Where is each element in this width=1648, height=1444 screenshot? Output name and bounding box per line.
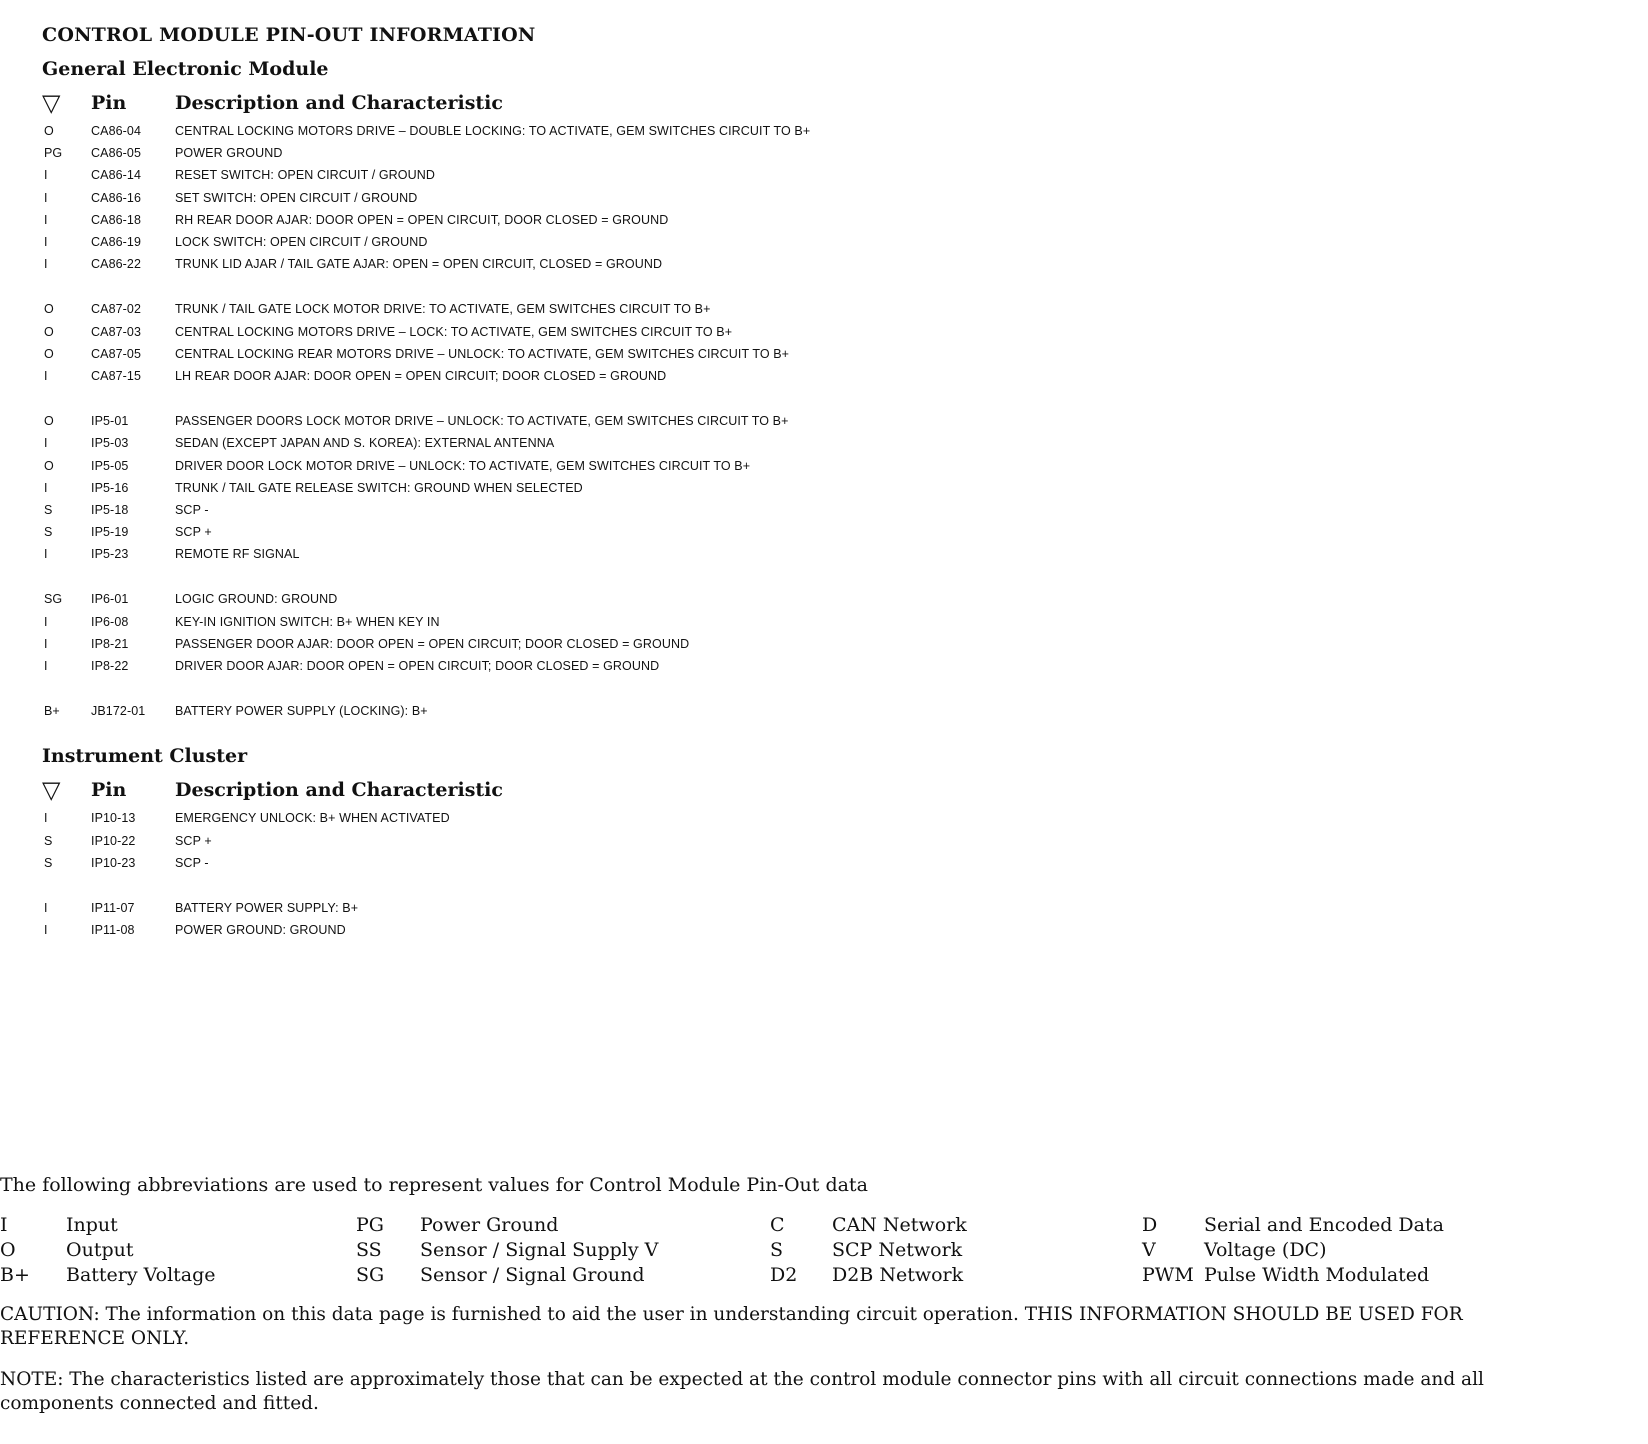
pin-type: O bbox=[44, 458, 54, 473]
pin-id: CA86-22 bbox=[91, 257, 142, 272]
pin-description: CENTRAL LOCKING REAR MOTORS DRIVE – UNLOCK: TO ACTIVATE, GEM SWITCHES CIRCUIT TO B+ bbox=[175, 346, 790, 361]
column-headers bbox=[42, 776, 1622, 803]
pin-type: I bbox=[44, 168, 48, 183]
type-triangle-icon: ▽ bbox=[42, 88, 61, 117]
abbreviation-meaning: Voltage (DC) bbox=[1204, 1239, 1327, 1261]
pin-description: EMERGENCY UNLOCK: B+ WHEN ACTIVATED bbox=[175, 811, 450, 826]
abbreviation-code: PG bbox=[356, 1214, 384, 1236]
pin-description: REMOTE RF SIGNAL bbox=[175, 547, 300, 562]
pin-type: O bbox=[44, 346, 54, 361]
pin-row bbox=[42, 830, 1622, 852]
pin-description: PASSENGER DOORS LOCK MOTOR DRIVE – UNLOCK: TO ACTIVATE, GEM SWITCHES CIRCUIT TO B+ bbox=[175, 414, 789, 429]
pin-group bbox=[42, 807, 1622, 874]
pin-description: RESET SWITCH: OPEN CIRCUIT / GROUND bbox=[175, 168, 435, 183]
pin-description: SCP + bbox=[175, 833, 212, 848]
abbreviation-meaning: SCP Network bbox=[832, 1239, 963, 1261]
pin-row bbox=[42, 410, 1622, 432]
legend-intro: The following abbreviations are used to represent values for Control Module Pin-Out data bbox=[0, 1174, 868, 1196]
pin-group bbox=[42, 588, 1622, 677]
pin-description: POWER GROUND bbox=[175, 146, 283, 161]
pin-description: SCP + bbox=[175, 525, 212, 540]
pin-row bbox=[42, 454, 1622, 476]
pin-row bbox=[42, 543, 1622, 565]
pin-id: IP5-03 bbox=[91, 436, 129, 451]
pin-description: CENTRAL LOCKING MOTORS DRIVE – LOCK: TO ACTIVATE, GEM SWITCHES CIRCUIT TO B+ bbox=[175, 324, 733, 339]
pin-type: I bbox=[44, 480, 48, 495]
pin-id: CA87-02 bbox=[91, 302, 142, 317]
pin-description: LOCK SWITCH: OPEN CIRCUIT / GROUND bbox=[175, 235, 428, 250]
pin-id: IP11-08 bbox=[91, 923, 135, 938]
abbreviation-code: D bbox=[1142, 1214, 1158, 1236]
pin-type: I bbox=[44, 368, 48, 383]
description-column-header: Description and Characteristic bbox=[175, 778, 503, 801]
abbreviation-meaning: CAN Network bbox=[832, 1214, 967, 1236]
pin-row bbox=[42, 897, 1622, 919]
pin-row bbox=[42, 700, 1622, 722]
pin-column-header: Pin bbox=[91, 778, 127, 801]
pin-type: S bbox=[44, 525, 53, 540]
pin-type: B+ bbox=[44, 704, 60, 719]
pin-type: S bbox=[44, 502, 53, 517]
pin-type: I bbox=[44, 614, 48, 629]
pin-id: IP8-21 bbox=[91, 636, 129, 651]
pin-row bbox=[42, 588, 1622, 610]
module-section bbox=[42, 58, 1622, 722]
abbreviation-code: B+ bbox=[0, 1264, 30, 1286]
pin-id: IP10-13 bbox=[91, 811, 136, 826]
pin-type: I bbox=[44, 190, 48, 205]
pin-id: IP5-05 bbox=[91, 458, 129, 473]
pin-description: DRIVER DOOR LOCK MOTOR DRIVE – UNLOCK: TO ACTIVATE, GEM SWITCHES CIRCUIT TO B+ bbox=[175, 458, 751, 473]
pin-description: RH REAR DOOR AJAR: DOOR OPEN = OPEN CIRCUIT, DOOR CLOSED = GROUND bbox=[175, 212, 669, 227]
pin-row bbox=[42, 477, 1622, 499]
pin-description: BATTERY POWER SUPPLY: B+ bbox=[175, 900, 359, 915]
section-title: General Electronic Module bbox=[42, 58, 329, 80]
pin-row bbox=[42, 633, 1622, 655]
pin-id: CA86-18 bbox=[91, 212, 142, 227]
pin-type: I bbox=[44, 235, 48, 250]
abbreviation-code: C bbox=[770, 1214, 785, 1236]
pin-type: S bbox=[44, 833, 53, 848]
pin-row bbox=[42, 209, 1622, 231]
pin-id: CA87-05 bbox=[91, 346, 142, 361]
pin-group bbox=[42, 410, 1622, 565]
abbreviation-meaning: Input bbox=[66, 1214, 118, 1236]
pin-description: TRUNK / TAIL GATE LOCK MOTOR DRIVE: TO ACTIVATE, GEM SWITCHES CIRCUIT TO B+ bbox=[175, 302, 711, 317]
description-column-header: Description and Characteristic bbox=[175, 91, 503, 114]
pin-row bbox=[42, 521, 1622, 543]
pin-type: I bbox=[44, 636, 48, 651]
pin-id: IP10-22 bbox=[91, 833, 136, 848]
pin-id: IP11-07 bbox=[91, 900, 135, 915]
pin-type: I bbox=[44, 659, 48, 674]
abbreviation-meaning: Power Ground bbox=[420, 1214, 559, 1236]
pin-description: SEDAN (EXCEPT JAPAN AND S. KOREA): EXTERNAL ANTENNA bbox=[175, 436, 555, 451]
pin-row bbox=[42, 321, 1622, 343]
pin-row bbox=[42, 142, 1622, 164]
type-triangle-icon: ▽ bbox=[42, 775, 61, 804]
abbreviation-code: O bbox=[0, 1239, 16, 1261]
abbreviations-legend bbox=[0, 1174, 1560, 1433]
pin-type: I bbox=[44, 923, 48, 938]
abbreviation-meaning: D2B Network bbox=[832, 1264, 964, 1286]
pin-type: O bbox=[44, 324, 54, 339]
pin-type: I bbox=[44, 257, 48, 272]
pin-type: O bbox=[44, 302, 54, 317]
pin-description: LOGIC GROUND: GROUND bbox=[175, 592, 338, 607]
page-title: CONTROL MODULE PIN-OUT INFORMATION bbox=[42, 24, 536, 46]
pin-row bbox=[42, 499, 1622, 521]
pin-row bbox=[42, 164, 1622, 186]
pin-description: PASSENGER DOOR AJAR: DOOR OPEN = OPEN CIRCUIT; DOOR CLOSED = GROUND bbox=[175, 636, 690, 651]
pin-row bbox=[42, 611, 1622, 633]
caution-text: CAUTION: The information on this data page is furnished to aid the user in understanding circuit operation. THIS INFORMATION SHOULD BE USED FOR REFERENCE ONLY. bbox=[0, 1304, 1463, 1349]
pin-id: CA86-19 bbox=[91, 235, 142, 250]
pin-row bbox=[42, 298, 1622, 320]
pin-row bbox=[42, 253, 1622, 275]
abbreviation-meaning: Battery Voltage bbox=[66, 1264, 216, 1286]
abbreviation-code: SS bbox=[356, 1239, 382, 1261]
pinout-page bbox=[42, 24, 1622, 964]
pin-type: O bbox=[44, 414, 54, 429]
pin-id: CA87-15 bbox=[91, 368, 142, 383]
pin-type: O bbox=[44, 124, 54, 139]
pin-id: CA86-14 bbox=[91, 168, 142, 183]
pin-type: I bbox=[44, 811, 48, 826]
pin-id: CA86-04 bbox=[91, 124, 142, 139]
pin-type: I bbox=[44, 900, 48, 915]
pin-id: IP10-23 bbox=[91, 855, 136, 870]
pin-id: CA86-16 bbox=[91, 190, 142, 205]
pin-column-header: Pin bbox=[91, 91, 127, 114]
pin-description: POWER GROUND: GROUND bbox=[175, 923, 346, 938]
pin-group bbox=[42, 700, 1622, 722]
pin-type: PG bbox=[44, 146, 63, 161]
pin-group bbox=[42, 120, 1622, 275]
abbreviation-meaning: Pulse Width Modulated bbox=[1204, 1264, 1430, 1286]
pin-description: SCP - bbox=[175, 855, 209, 870]
abbreviation-meaning: Sensor / Signal Supply V bbox=[420, 1239, 659, 1261]
pin-id: IP5-23 bbox=[91, 547, 129, 562]
pin-type: SG bbox=[44, 592, 63, 607]
pin-id: CA86-05 bbox=[91, 146, 142, 161]
abbreviation-meaning: Sensor / Signal Ground bbox=[420, 1264, 645, 1286]
pin-row bbox=[42, 852, 1622, 874]
pin-id: IP5-19 bbox=[91, 525, 129, 540]
pin-row bbox=[42, 187, 1622, 209]
section-title: Instrument Cluster bbox=[42, 745, 248, 768]
column-headers bbox=[42, 89, 1622, 116]
pin-type: I bbox=[44, 547, 48, 562]
pin-row bbox=[42, 919, 1622, 941]
abbreviation-code: SG bbox=[356, 1264, 385, 1286]
pin-id: IP5-16 bbox=[91, 480, 129, 495]
pin-id: CA87-03 bbox=[91, 324, 142, 339]
pin-group bbox=[42, 298, 1622, 387]
abbreviation-meaning: Output bbox=[66, 1239, 134, 1261]
pin-description: BATTERY POWER SUPPLY (LOCKING): B+ bbox=[175, 704, 428, 719]
pin-id: IP8-22 bbox=[91, 659, 129, 674]
abbreviation-code: S bbox=[770, 1239, 784, 1261]
pin-type: S bbox=[44, 855, 53, 870]
pin-row bbox=[42, 343, 1622, 365]
pin-description: SET SWITCH: OPEN CIRCUIT / GROUND bbox=[175, 190, 418, 205]
pin-type: I bbox=[44, 436, 48, 451]
note-text: NOTE: The characteristics listed are approximately those that can be expected at the control module connector pins with all circuit connections made and all components connected and fitted. bbox=[0, 1369, 1484, 1414]
pin-id: IP6-01 bbox=[91, 592, 129, 607]
abbreviation-code: V bbox=[1142, 1239, 1156, 1261]
pin-row bbox=[42, 365, 1622, 387]
pin-id: JB172-01 bbox=[91, 704, 146, 719]
abbreviation-code: I bbox=[0, 1214, 8, 1236]
pin-description: SCP - bbox=[175, 502, 209, 517]
pin-id: IP6-08 bbox=[91, 614, 129, 629]
module-section bbox=[42, 745, 1622, 941]
pin-description: KEY-IN IGNITION SWITCH: B+ WHEN KEY IN bbox=[175, 614, 440, 629]
abbreviation-meaning: Serial and Encoded Data bbox=[1204, 1214, 1444, 1236]
pin-row bbox=[42, 432, 1622, 454]
abbreviation-code: D2 bbox=[770, 1264, 798, 1286]
pin-group bbox=[42, 897, 1622, 941]
pin-description: LH REAR DOOR AJAR: DOOR OPEN = OPEN CIRCUIT; DOOR CLOSED = GROUND bbox=[175, 368, 667, 383]
pin-description: TRUNK / TAIL GATE RELEASE SWITCH: GROUND WHEN SELECTED bbox=[175, 480, 583, 495]
pin-row bbox=[42, 231, 1622, 253]
pin-description: DRIVER DOOR AJAR: DOOR OPEN = OPEN CIRCUIT; DOOR CLOSED = GROUND bbox=[175, 659, 660, 674]
abbreviation-grid bbox=[0, 1214, 1560, 1287]
pin-description: TRUNK LID AJAR / TAIL GATE AJAR: OPEN = OPEN CIRCUIT, CLOSED = GROUND bbox=[175, 257, 663, 272]
pin-id: IP5-01 bbox=[91, 414, 129, 429]
pin-row bbox=[42, 655, 1622, 677]
abbreviation-code: PWM bbox=[1142, 1264, 1194, 1286]
pin-id: IP5-18 bbox=[91, 502, 129, 517]
pin-row bbox=[42, 807, 1622, 829]
pin-description: CENTRAL LOCKING MOTORS DRIVE – DOUBLE LOCKING: TO ACTIVATE, GEM SWITCHES CIRCUIT TO B+ bbox=[175, 124, 811, 139]
sections-container bbox=[42, 58, 1622, 941]
pin-row bbox=[42, 120, 1622, 142]
pin-type: I bbox=[44, 212, 48, 227]
